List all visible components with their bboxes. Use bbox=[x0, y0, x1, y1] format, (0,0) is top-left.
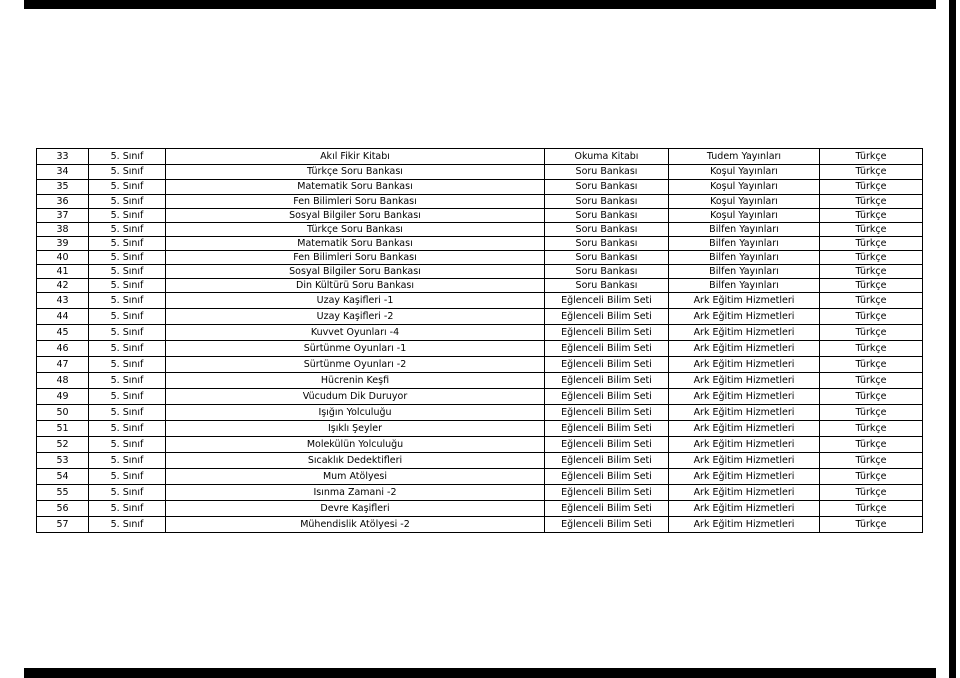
grade-cell: 5. Sınıf bbox=[89, 437, 166, 453]
table-row bbox=[37, 165, 923, 180]
table-row bbox=[37, 453, 923, 469]
book-title-cell: Vücudum Dik Duruyor bbox=[166, 389, 545, 405]
publisher-cell: Ark Eğitim Hizmetleri bbox=[669, 389, 820, 405]
book-type-cell: Eğlenceli Bilim Seti bbox=[545, 373, 669, 389]
table-row bbox=[37, 223, 923, 237]
grade-cell: 5. Sınıf bbox=[89, 265, 166, 279]
language-cell: Türkçe bbox=[820, 165, 923, 180]
publisher-cell: Koşul Yayınları bbox=[669, 209, 820, 223]
book-list-table bbox=[36, 148, 923, 533]
publisher-cell: Koşul Yayınları bbox=[669, 195, 820, 209]
language-cell: Türkçe bbox=[820, 341, 923, 357]
table-row bbox=[37, 325, 923, 341]
language-cell: Türkçe bbox=[820, 293, 923, 309]
row-number-cell: 53 bbox=[37, 453, 89, 469]
book-list-body bbox=[37, 149, 923, 533]
book-type-cell: Eğlenceli Bilim Seti bbox=[545, 389, 669, 405]
book-title-cell: Sürtünme Oyunları -1 bbox=[166, 341, 545, 357]
publisher-cell: Bilfen Yayınları bbox=[669, 223, 820, 237]
row-number-cell: 39 bbox=[37, 237, 89, 251]
language-cell: Türkçe bbox=[820, 149, 923, 165]
grade-cell: 5. Sınıf bbox=[89, 485, 166, 501]
book-title-cell: Fen Bilimleri Soru Bankası bbox=[166, 251, 545, 265]
table-row bbox=[37, 293, 923, 309]
book-title-cell: Türkçe Soru Bankası bbox=[166, 165, 545, 180]
row-number-cell: 46 bbox=[37, 341, 89, 357]
grade-cell: 5. Sınıf bbox=[89, 325, 166, 341]
book-title-cell: Türkçe Soru Bankası bbox=[166, 223, 545, 237]
publisher-cell: Bilfen Yayınları bbox=[669, 265, 820, 279]
book-type-cell: Okuma Kitabı bbox=[545, 149, 669, 165]
grade-cell: 5. Sınıf bbox=[89, 149, 166, 165]
book-title-cell: Kuvvet Oyunları -4 bbox=[166, 325, 545, 341]
table-row bbox=[37, 501, 923, 517]
grade-cell: 5. Sınıf bbox=[89, 405, 166, 421]
language-cell: Türkçe bbox=[820, 237, 923, 251]
language-cell: Türkçe bbox=[820, 279, 923, 293]
table-row bbox=[37, 149, 923, 165]
row-number-cell: 54 bbox=[37, 469, 89, 485]
book-title-cell: Fen Bilimleri Soru Bankası bbox=[166, 195, 545, 209]
book-title-cell: Sürtünme Oyunları -2 bbox=[166, 357, 545, 373]
book-type-cell: Soru Bankası bbox=[545, 209, 669, 223]
book-title-cell: Uzay Kaşifleri -1 bbox=[166, 293, 545, 309]
grade-cell: 5. Sınıf bbox=[89, 237, 166, 251]
row-number-cell: 36 bbox=[37, 195, 89, 209]
grade-cell: 5. Sınıf bbox=[89, 357, 166, 373]
row-number-cell: 34 bbox=[37, 165, 89, 180]
book-type-cell: Eğlenceli Bilim Seti bbox=[545, 421, 669, 437]
table-row bbox=[37, 341, 923, 357]
table-row bbox=[37, 485, 923, 501]
row-number-cell: 50 bbox=[37, 405, 89, 421]
language-cell: Türkçe bbox=[820, 180, 923, 195]
publisher-cell: Bilfen Yayınları bbox=[669, 251, 820, 265]
book-type-cell: Eğlenceli Bilim Seti bbox=[545, 485, 669, 501]
language-cell: Türkçe bbox=[820, 405, 923, 421]
book-type-cell: Eğlenceli Bilim Seti bbox=[545, 325, 669, 341]
grade-cell: 5. Sınıf bbox=[89, 195, 166, 209]
language-cell: Türkçe bbox=[820, 209, 923, 223]
table-row bbox=[37, 309, 923, 325]
publisher-cell: Bilfen Yayınları bbox=[669, 279, 820, 293]
book-title-cell: Sıcaklık Dedektifleri bbox=[166, 453, 545, 469]
publisher-cell: Ark Eğitim Hizmetleri bbox=[669, 325, 820, 341]
table-row bbox=[37, 517, 923, 533]
grade-cell: 5. Sınıf bbox=[89, 517, 166, 533]
language-cell: Türkçe bbox=[820, 357, 923, 373]
book-title-cell: Işığın Yolculuğu bbox=[166, 405, 545, 421]
row-number-cell: 35 bbox=[37, 180, 89, 195]
language-cell: Türkçe bbox=[820, 437, 923, 453]
book-title-cell: Işıklı Şeyler bbox=[166, 421, 545, 437]
table-row bbox=[37, 357, 923, 373]
book-title-cell: Sosyal Bilgiler Soru Bankası bbox=[166, 265, 545, 279]
book-title-cell: Sosyal Bilgiler Soru Bankası bbox=[166, 209, 545, 223]
table-row bbox=[37, 421, 923, 437]
page-top-bar bbox=[24, 0, 936, 9]
table-row bbox=[37, 373, 923, 389]
row-number-cell: 37 bbox=[37, 209, 89, 223]
grade-cell: 5. Sınıf bbox=[89, 223, 166, 237]
publisher-cell: Ark Eğitim Hizmetleri bbox=[669, 341, 820, 357]
publisher-cell: Ark Eğitim Hizmetleri bbox=[669, 293, 820, 309]
page-bottom-bar bbox=[24, 668, 936, 678]
publisher-cell: Ark Eğitim Hizmetleri bbox=[669, 501, 820, 517]
row-number-cell: 43 bbox=[37, 293, 89, 309]
book-type-cell: Eğlenceli Bilim Seti bbox=[545, 501, 669, 517]
row-number-cell: 33 bbox=[37, 149, 89, 165]
book-title-cell: Devre Kaşifleri bbox=[166, 501, 545, 517]
book-type-cell: Soru Bankası bbox=[545, 195, 669, 209]
publisher-cell: Ark Eğitim Hizmetleri bbox=[669, 421, 820, 437]
book-title-cell: Akıl Fikir Kitabı bbox=[166, 149, 545, 165]
book-type-cell: Eğlenceli Bilim Seti bbox=[545, 517, 669, 533]
row-number-cell: 57 bbox=[37, 517, 89, 533]
row-number-cell: 41 bbox=[37, 265, 89, 279]
book-title-cell: Mühendislik Atölyesi -2 bbox=[166, 517, 545, 533]
book-title-cell: Molekülün Yolculuğu bbox=[166, 437, 545, 453]
page-right-bar bbox=[949, 0, 956, 678]
language-cell: Türkçe bbox=[820, 421, 923, 437]
table-row bbox=[37, 180, 923, 195]
language-cell: Türkçe bbox=[820, 309, 923, 325]
row-number-cell: 44 bbox=[37, 309, 89, 325]
grade-cell: 5. Sınıf bbox=[89, 279, 166, 293]
book-type-cell: Soru Bankası bbox=[545, 180, 669, 195]
table-row bbox=[37, 195, 923, 209]
publisher-cell: Bilfen Yayınları bbox=[669, 237, 820, 251]
book-title-cell: Matematik Soru Bankası bbox=[166, 180, 545, 195]
language-cell: Türkçe bbox=[820, 469, 923, 485]
book-type-cell: Eğlenceli Bilim Seti bbox=[545, 405, 669, 421]
row-number-cell: 40 bbox=[37, 251, 89, 265]
publisher-cell: Ark Eğitim Hizmetleri bbox=[669, 517, 820, 533]
table-row bbox=[37, 437, 923, 453]
table-row bbox=[37, 469, 923, 485]
publisher-cell: Koşul Yayınları bbox=[669, 180, 820, 195]
language-cell: Türkçe bbox=[820, 251, 923, 265]
book-title-cell: Isınma Zamani -2 bbox=[166, 485, 545, 501]
grade-cell: 5. Sınıf bbox=[89, 251, 166, 265]
book-type-cell: Eğlenceli Bilim Seti bbox=[545, 453, 669, 469]
publisher-cell: Ark Eğitim Hizmetleri bbox=[669, 485, 820, 501]
language-cell: Türkçe bbox=[820, 453, 923, 469]
grade-cell: 5. Sınıf bbox=[89, 421, 166, 437]
row-number-cell: 47 bbox=[37, 357, 89, 373]
row-number-cell: 52 bbox=[37, 437, 89, 453]
row-number-cell: 48 bbox=[37, 373, 89, 389]
grade-cell: 5. Sınıf bbox=[89, 389, 166, 405]
book-type-cell: Eğlenceli Bilim Seti bbox=[545, 309, 669, 325]
language-cell: Türkçe bbox=[820, 517, 923, 533]
table-row bbox=[37, 209, 923, 223]
book-type-cell: Eğlenceli Bilim Seti bbox=[545, 293, 669, 309]
language-cell: Türkçe bbox=[820, 389, 923, 405]
table-row bbox=[37, 251, 923, 265]
language-cell: Türkçe bbox=[820, 485, 923, 501]
row-number-cell: 45 bbox=[37, 325, 89, 341]
row-number-cell: 38 bbox=[37, 223, 89, 237]
publisher-cell: Ark Eğitim Hizmetleri bbox=[669, 453, 820, 469]
row-number-cell: 51 bbox=[37, 421, 89, 437]
book-type-cell: Soru Bankası bbox=[545, 223, 669, 237]
publisher-cell: Ark Eğitim Hizmetleri bbox=[669, 357, 820, 373]
grade-cell: 5. Sınıf bbox=[89, 165, 166, 180]
grade-cell: 5. Sınıf bbox=[89, 309, 166, 325]
book-type-cell: Eğlenceli Bilim Seti bbox=[545, 469, 669, 485]
language-cell: Türkçe bbox=[820, 223, 923, 237]
row-number-cell: 56 bbox=[37, 501, 89, 517]
table-row bbox=[37, 389, 923, 405]
grade-cell: 5. Sınıf bbox=[89, 373, 166, 389]
row-number-cell: 42 bbox=[37, 279, 89, 293]
book-title-cell: Din Kültürü Soru Bankası bbox=[166, 279, 545, 293]
grade-cell: 5. Sınıf bbox=[89, 453, 166, 469]
book-type-cell: Soru Bankası bbox=[545, 165, 669, 180]
table-row bbox=[37, 237, 923, 251]
grade-cell: 5. Sınıf bbox=[89, 469, 166, 485]
row-number-cell: 55 bbox=[37, 485, 89, 501]
grade-cell: 5. Sınıf bbox=[89, 209, 166, 223]
publisher-cell: Ark Eğitim Hizmetleri bbox=[669, 373, 820, 389]
grade-cell: 5. Sınıf bbox=[89, 341, 166, 357]
table-row bbox=[37, 405, 923, 421]
row-number-cell: 49 bbox=[37, 389, 89, 405]
grade-cell: 5. Sınıf bbox=[89, 293, 166, 309]
language-cell: Türkçe bbox=[820, 501, 923, 517]
table-row bbox=[37, 279, 923, 293]
book-type-cell: Eğlenceli Bilim Seti bbox=[545, 357, 669, 373]
language-cell: Türkçe bbox=[820, 325, 923, 341]
publisher-cell: Ark Eğitim Hizmetleri bbox=[669, 309, 820, 325]
book-title-cell: Hücrenin Keşfi bbox=[166, 373, 545, 389]
publisher-cell: Koşul Yayınları bbox=[669, 165, 820, 180]
publisher-cell: Tudem Yayınları bbox=[669, 149, 820, 165]
table-row bbox=[37, 265, 923, 279]
language-cell: Türkçe bbox=[820, 373, 923, 389]
book-type-cell: Soru Bankası bbox=[545, 251, 669, 265]
book-type-cell: Eğlenceli Bilim Seti bbox=[545, 341, 669, 357]
grade-cell: 5. Sınıf bbox=[89, 501, 166, 517]
language-cell: Türkçe bbox=[820, 195, 923, 209]
language-cell: Türkçe bbox=[820, 265, 923, 279]
book-title-cell: Matematik Soru Bankası bbox=[166, 237, 545, 251]
book-type-cell: Soru Bankası bbox=[545, 265, 669, 279]
book-type-cell: Soru Bankası bbox=[545, 279, 669, 293]
book-title-cell: Mum Atölyesi bbox=[166, 469, 545, 485]
book-type-cell: Soru Bankası bbox=[545, 237, 669, 251]
book-title-cell: Uzay Kaşifleri -2 bbox=[166, 309, 545, 325]
publisher-cell: Ark Eğitim Hizmetleri bbox=[669, 437, 820, 453]
grade-cell: 5. Sınıf bbox=[89, 180, 166, 195]
book-type-cell: Eğlenceli Bilim Seti bbox=[545, 437, 669, 453]
publisher-cell: Ark Eğitim Hizmetleri bbox=[669, 405, 820, 421]
publisher-cell: Ark Eğitim Hizmetleri bbox=[669, 469, 820, 485]
